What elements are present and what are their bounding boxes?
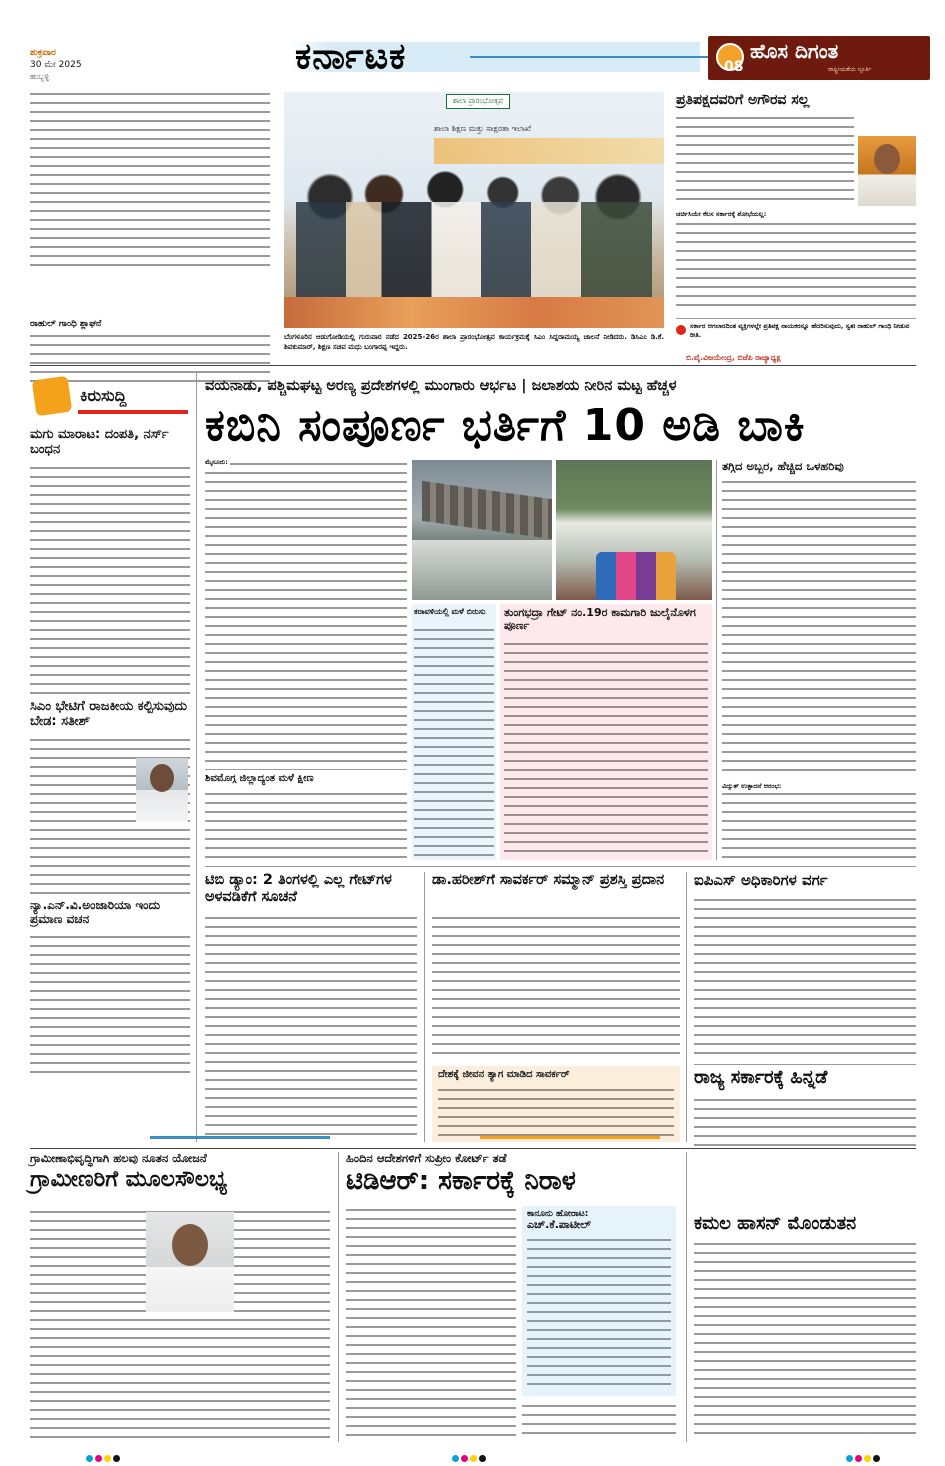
tdr-box-h2: ಎಚ್.ಕೆ.ಪಾಟೀಲ್ xyxy=(527,1218,591,1232)
photo-ribbon: ಶಾಲಾ ಪ್ರಾರಂಭೋತ್ಸವ xyxy=(446,94,510,109)
divider xyxy=(338,1152,339,1442)
divider xyxy=(30,365,916,366)
face-shape xyxy=(172,1224,208,1266)
kabini-body-3 xyxy=(205,790,407,860)
savarkar-box-body xyxy=(438,1086,674,1138)
photo-banner-text: ಶಾಲಾ ಶಿಕ್ಷಣ ಮತ್ತು ಸಾಕ್ಷರತಾ ಇಲಾಖೆ xyxy=(434,124,531,133)
kabini-sub2: ತುಂಗಭದ್ರಾ ಗೇಟ್ ನಂ.19ರ ಕಾಮಗಾರಿ ಜುಲೈನೊಳಗ ಪೂರ್ಣ xyxy=(504,606,696,632)
face-shape xyxy=(874,144,900,174)
photo-stage-floor xyxy=(284,297,664,328)
kabini-right-headline: ತಗ್ಗಿದ ಅಬ್ಬರ, ಹೆಚ್ಚಿದ ಒಳಹರಿವು xyxy=(722,459,844,473)
kamal-body xyxy=(694,1240,916,1436)
quote-box xyxy=(676,318,916,353)
kamal-headline: ಕಮಲ ಹಾಸನ್ ಮೊಂಡುತನ xyxy=(694,1213,857,1234)
kabini-dateline: ಮೈಸೂರು: xyxy=(205,458,228,466)
paper-logo xyxy=(708,36,930,80)
tb-body xyxy=(205,914,417,1140)
coastal-box xyxy=(412,604,496,860)
dateline-block xyxy=(30,47,82,83)
kiru-h2: ಸಿಎಂ ಭೇಟಿಗೆ ರಾಜಕೀಯ ಕಲ್ಪಿಸುವುದು ಬೇಡ: ಸತೀಶ್ xyxy=(30,699,188,729)
school-event-photo xyxy=(284,92,664,328)
tunga-box xyxy=(500,604,712,860)
rural-article xyxy=(30,1152,330,1193)
registration-marks xyxy=(86,1447,122,1466)
rural-kicker: ಗ್ರಾಮೀಣಾಭಿವೃದ್ಧಿಗಾಗಿ ಹಲವು ನೂತನ ಯೋಜನೆ xyxy=(30,1151,207,1165)
masthead-day: ಶುಕ್ರವಾರ xyxy=(30,48,56,58)
tdr-body xyxy=(346,1206,516,1440)
divider xyxy=(424,872,425,1142)
tdr-box-h1: ಕಾನೂನು ಹೋರಾಟ: xyxy=(527,1209,589,1219)
divider xyxy=(205,866,916,867)
tb-article xyxy=(205,872,417,906)
ips-article xyxy=(694,871,916,1088)
section-band-line xyxy=(470,56,710,58)
opposition-subhead: ಚರ್ಚಿಸಿಯೇ ಕೆಲಸ ಸರ್ಕಾರಕ್ಕೆ ಶೋಭೆಯಲ್ಲ: xyxy=(676,210,767,218)
ips-headline: ಐಪಿಎಸ್ ಅಧಿಕಾರಿಗಳ ವರ್ಗ xyxy=(694,871,828,889)
kiru-h3: ನ್ಯಾ.ಎನ್.ವಿ.ಅಂಜಾರಿಯಾ ಇಂದು ಪ್ರಮಾಣ ವಚನ xyxy=(30,898,161,926)
savarkar-headline: ಡಾ.ಹರೀಶ್‌ಗೆ ಸಾವರ್ಕರ್ ಸಮ್ಮಾನ್ ಪ್ರಶಸ್ತಿ ಪ್ರದಾನ xyxy=(432,872,665,888)
divider xyxy=(716,460,717,860)
accent-stripe xyxy=(480,1136,660,1139)
coastal-body xyxy=(414,626,494,856)
kiru-label: ಕಿರುಸುದ್ದಿ xyxy=(80,386,127,405)
tdr-article xyxy=(346,1151,676,1232)
kiru-body-3 xyxy=(30,933,190,1077)
accent-stripe xyxy=(150,1136,330,1139)
face-shape xyxy=(150,764,174,792)
registration-marks xyxy=(846,1447,882,1466)
tdr-box-body xyxy=(527,1236,671,1392)
dam-photo xyxy=(412,460,552,600)
divider xyxy=(694,1064,916,1065)
kiru-h1: ಮಗು ಮಾರಾಟ: ದಂಪತಿ, ನರ್ಸ್ ಬಂಧನ xyxy=(30,427,169,457)
hubballi-body xyxy=(722,478,916,778)
divider xyxy=(686,1152,687,1442)
opposition-body xyxy=(676,114,854,207)
tunga-body xyxy=(504,640,708,856)
divider xyxy=(196,372,197,1142)
opposition-attribution: ಬಿ.ವೈ.ವಿಜಯೇಂದ್ರ, ಬಿಜೆಪಿ ರಾಜ್ಯಾಧ್ಯಕ್ಷ xyxy=(686,353,781,362)
kiru-icon xyxy=(32,376,73,417)
ips-body xyxy=(694,896,916,1060)
savarkar-body xyxy=(432,914,680,1060)
kabini-headline: ಕಬಿನಿ ಸಂಪೂರ್ಣ ಭರ್ತಿಗೆ 10 ಅಡಿ ಬಾಕಿ xyxy=(205,400,806,451)
gig-subhead: ರಾಹುಲ್ ಗಾಂಧಿ ಶ್ಲಾಘನೆ xyxy=(30,319,102,329)
quote-icon xyxy=(676,325,686,335)
tdr-body-2 xyxy=(522,1402,676,1440)
opposition-headline: ಪ್ರತಿಪಕ್ಷದವರಿಗೆ ಅಗೌರವ ಸಲ್ಲ xyxy=(676,92,810,108)
body-text-lines xyxy=(30,132,270,273)
kabini-right-sub: ವಿದ್ಯುತ್ ಉತ್ಪಾದನೆ ಆರಂಭ: xyxy=(722,782,782,790)
opposition-article xyxy=(676,92,916,362)
section-title: ಕರ್ನಾಟಕ xyxy=(295,36,407,77)
dam-water xyxy=(412,540,552,600)
kabini-body-1 xyxy=(205,460,407,770)
tdr-kicker: ಹಿಂದಿನ ಆದೇಶಗಳಿಗೆ ಸುಪ್ರೀಂ ಕೋರ್ಟ್ ತಡೆ xyxy=(346,1151,507,1165)
opposition-body-2 xyxy=(676,220,916,310)
kabini-sub3: ಶಿವಮೊಗ್ಗ ಜಿಲ್ಲಾದ್ಯಂತ ಮಳೆ ಕ್ಷೀಣ xyxy=(205,773,314,784)
paper-name: ಹೊಸ ದಿಗಂತ xyxy=(750,39,839,63)
page-number: 08 xyxy=(724,59,744,75)
dam-structure xyxy=(422,481,552,539)
kiru-body-1 xyxy=(30,464,190,696)
hubballi-article xyxy=(722,459,916,790)
paper-tagline: ರಾಷ್ಟ್ರೀಯತೆಯ ಸ್ಫೂರ್ತಿ xyxy=(828,66,872,73)
masthead xyxy=(0,0,945,88)
tdr-headline: ಟಿಡಿಆರ್: ಸರ್ಕಾರಕ್ಕೆ ನಿರಾಳ xyxy=(346,1166,576,1197)
hubballi-body-2 xyxy=(722,790,916,860)
gig-article xyxy=(30,90,270,384)
masthead-date: 30 ಮೇ 2025 xyxy=(30,60,82,70)
masthead-city: ಹುಬ್ಬಳ್ಳಿ xyxy=(30,72,50,81)
photo-people-bodies xyxy=(296,202,652,302)
kamal-article xyxy=(694,1214,916,1235)
river-photo xyxy=(556,460,712,600)
registration-marks xyxy=(452,1447,488,1466)
gig-body xyxy=(30,132,270,315)
rural-headline: ಗ್ರಾಮೀಣರಿಗೆ ಮೂಲಸೌಲಭ್ಯ xyxy=(30,1167,228,1193)
tdr-box xyxy=(522,1206,676,1396)
state-headline: ರಾಜ್ಯ ಸರ್ಕಾರಕ್ಕೆ ಹಿನ್ನಡೆ xyxy=(694,1067,828,1088)
divider xyxy=(686,872,687,1142)
savarkar-box-headline: ದೇಶಕ್ಕೆ ಜೀವನ ತ್ಯಾಗ ಮಾಡಿದ ಸಾವರ್ಕರ್ xyxy=(438,1069,570,1080)
kiru-label-bar xyxy=(78,410,188,414)
state-body xyxy=(694,1096,916,1146)
satish-photo xyxy=(136,758,188,822)
savarkar-article xyxy=(432,872,680,1080)
kiru-label-box xyxy=(30,372,190,424)
kabini-kicker: ವಯನಾಡು, ಪಶ್ಚಿಮಘಟ್ಟ ಅರಣ್ಯ ಪ್ರದೇಶಗಳಲ್ಲಿ ಮುಂಗಾರು ಆರ್ಭಟ | ಜಲಾಶಯ ನೀರಿನ ಮಟ್ಟ ಹೆಚ್ಚಳ xyxy=(205,378,677,394)
savarkar-box xyxy=(432,1066,680,1142)
people-group xyxy=(596,552,676,600)
tb-headline: ಟಿಬಿ ಡ್ಯಾಂ: 2 ತಿಂಗಳಲ್ಲಿ ಎಲ್ಲ ಗೇಟ್‌ಗಳ ಅಳವಡಿಕೆಗೆ ಸೂಚನೆ xyxy=(205,872,392,905)
kabini-sub1: ಕರಾವಳಿಯಲ್ಲಿ ಮಳೆ ಬಿರುಸು xyxy=(414,607,486,616)
vijayendra-photo xyxy=(858,136,916,206)
opposition-quote: ಸರ್ಕಾರ ಆಗಲಾರದಿಂತ ವ್ಯಕ್ತಿಗಳಲ್ಲೇ ಪ್ರತಿಪಕ್ಷ ನಾಯಕರನ್ನೂ ಹೆದರಿಸುವುದು, ಸ್ವತಃ ರಾಹುಲ್ ಗಾಂಧಿ ನೀಡುವ ರೀತಿ. xyxy=(690,322,910,339)
divider xyxy=(30,1148,916,1149)
photo-caption: ಬೆಂಗಳೂರಿನ ಆಡುಗೋಡಿಯಲ್ಲಿ ಗುರುವಾರ ನಡೆದ 2025-26ರ ಶಾಲಾ ಪ್ರಾರಂಭೋತ್ಸವ ಕಾರ್ಯಕ್ರಮಕ್ಕೆ ಸಿಎಂ ಸಿದ್ದರಾಮಯ್ಯ ಚಾಲನೆ ನೀಡಿದರು. ಡಿಸಿಎಂ ಡಿ.ಕೆ. ಶಿವಕುಮಾರ್, ಶಿಕ್ಷಣ ಸಚಿವ ಮಧು ಬಂಗಾರಪ್ಪ ಇದ್ದರು. xyxy=(284,333,664,351)
minister-photo xyxy=(146,1212,234,1312)
